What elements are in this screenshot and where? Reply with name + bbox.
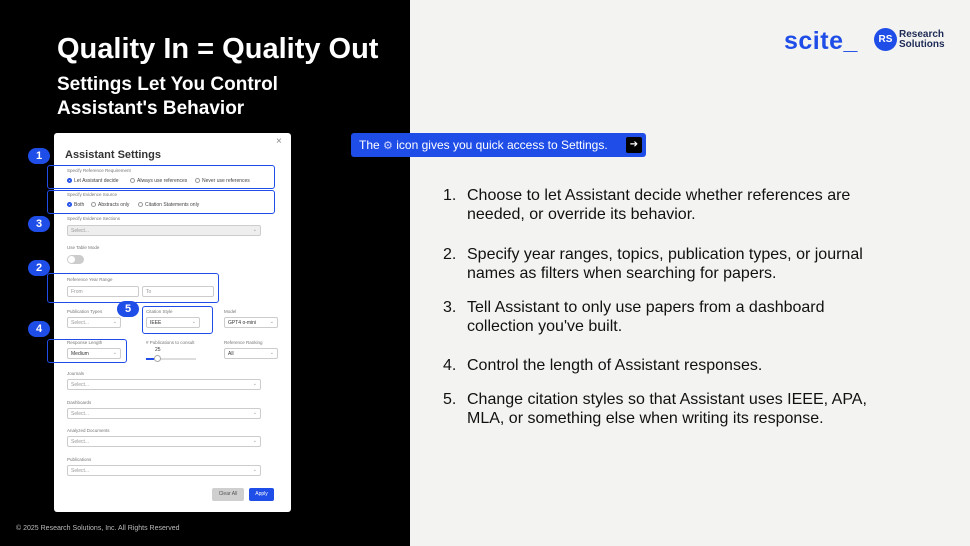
chevron-down-icon: ⌄ [252,381,257,387]
apply-button[interactable]: Apply [249,488,274,501]
badge-1: 1 [28,148,50,164]
evidence-sections-label: Specify Evidence Sections [67,216,121,221]
badge-3: 3 [28,216,50,232]
chevron-down-icon: ⌄ [269,319,274,325]
pubs-consult-label: # Publications to consult [146,340,195,345]
ref-option-3[interactable]: Never use references [195,178,250,184]
subtitle-line-2: Assistant's Behavior [57,98,245,119]
table-mode-toggle[interactable] [67,255,84,264]
clear-all-button[interactable]: Clear All [212,488,244,501]
chevron-down-icon: ⌄ [112,319,117,325]
analyzed-docs-select[interactable]: Select... ⌄ [67,436,261,447]
chevron-down-icon: ⌄ [269,350,274,356]
slider-thumb[interactable] [154,355,161,362]
chevron-down-icon: ⌄ [252,438,257,444]
subtitle-line-1: Settings Let You Control [57,74,278,95]
publications-select[interactable]: Select... ⌄ [67,465,261,476]
pub-types-select[interactable]: Select... ⌄ [67,317,121,328]
citation-style-label: Citation Style [146,309,173,314]
toggle-knob [68,256,75,263]
chevron-down-icon: ⌄ [252,467,257,473]
model-select[interactable]: GPT4 o-mini ⌄ [224,317,278,328]
evidence-source-label: Specify Evidence Source [67,192,118,197]
badge-5: 5 [117,301,139,317]
chevron-down-icon: ⌄ [112,350,117,356]
rs-logo-text: Research Solutions [899,29,945,50]
journals-label: Journals [67,371,85,376]
model-label: Model [224,309,237,314]
slide-title: Quality In = Quality Out [57,33,379,65]
arrow-right-icon: ➔ [626,137,642,153]
ref-ranking-select[interactable]: All ⌄ [224,348,278,359]
copyright-footer: © 2025 Research Solutions, Inc. All Rights Reserved [16,525,180,532]
highlight-citation-style [142,306,213,334]
response-length-label: Response Length [67,340,103,345]
close-icon[interactable]: × [276,136,282,147]
pub-types-label: Publication Types [67,309,103,314]
year-from-input[interactable]: From [67,286,139,297]
rs-logo-icon: RS [874,28,897,51]
ref-requirement-label: Specify Reference Requirement [67,168,131,173]
highlight-response-length [47,339,127,363]
slide-subtitle [57,73,278,121]
chevron-down-icon: ⌄ [252,410,257,416]
badge-4: 4 [28,321,50,337]
evidence-option-2[interactable]: Abstracts only [91,202,129,208]
publications-label: Publications [67,457,92,462]
chevron-down-icon: ⌄ [191,319,196,325]
panel-title: Assistant Settings [65,149,161,161]
highlight-year-range [47,273,219,303]
pubs-consult-value: 25 [155,347,161,353]
evidence-sections-select[interactable]: Select... ⌄ [67,225,261,236]
year-to-input[interactable]: To [142,286,214,297]
scite-logo: scite_ [784,27,858,55]
ref-ranking-label: Reference Ranking [224,340,263,345]
ref-option-1[interactable]: Let Assistant decide [67,178,118,184]
ref-option-2[interactable]: Always use references [130,178,187,184]
response-length-select[interactable]: Medium ⌄ [67,348,121,359]
slider-fill [146,358,154,360]
badge-2: 2 [28,260,50,276]
highlight-ref-requirement [47,165,275,189]
evidence-option-3[interactable]: Citation Statements only [138,202,199,208]
dashboards-label: Dashboards [67,400,92,405]
highlight-evidence-source [47,190,275,214]
chevron-down-icon: ⌄ [252,227,257,233]
table-mode-label: Use Table Mode [67,245,100,250]
dashboards-select[interactable]: Select... ⌄ [67,408,261,419]
year-range-label: Reference Year Range [67,277,113,282]
analyzed-docs-label: Analyzed Documents [67,428,110,433]
pubs-consult-slider[interactable] [146,358,196,360]
gear-icon: ⚙ [383,140,393,152]
settings-callout: The ⚙ icon gives you quick access to Settings. ➔ [351,133,646,157]
citation-style-select[interactable]: IEEE ⌄ [146,317,200,328]
journals-select[interactable]: Select... ⌄ [67,379,261,390]
evidence-option-1[interactable]: Both [67,202,84,208]
